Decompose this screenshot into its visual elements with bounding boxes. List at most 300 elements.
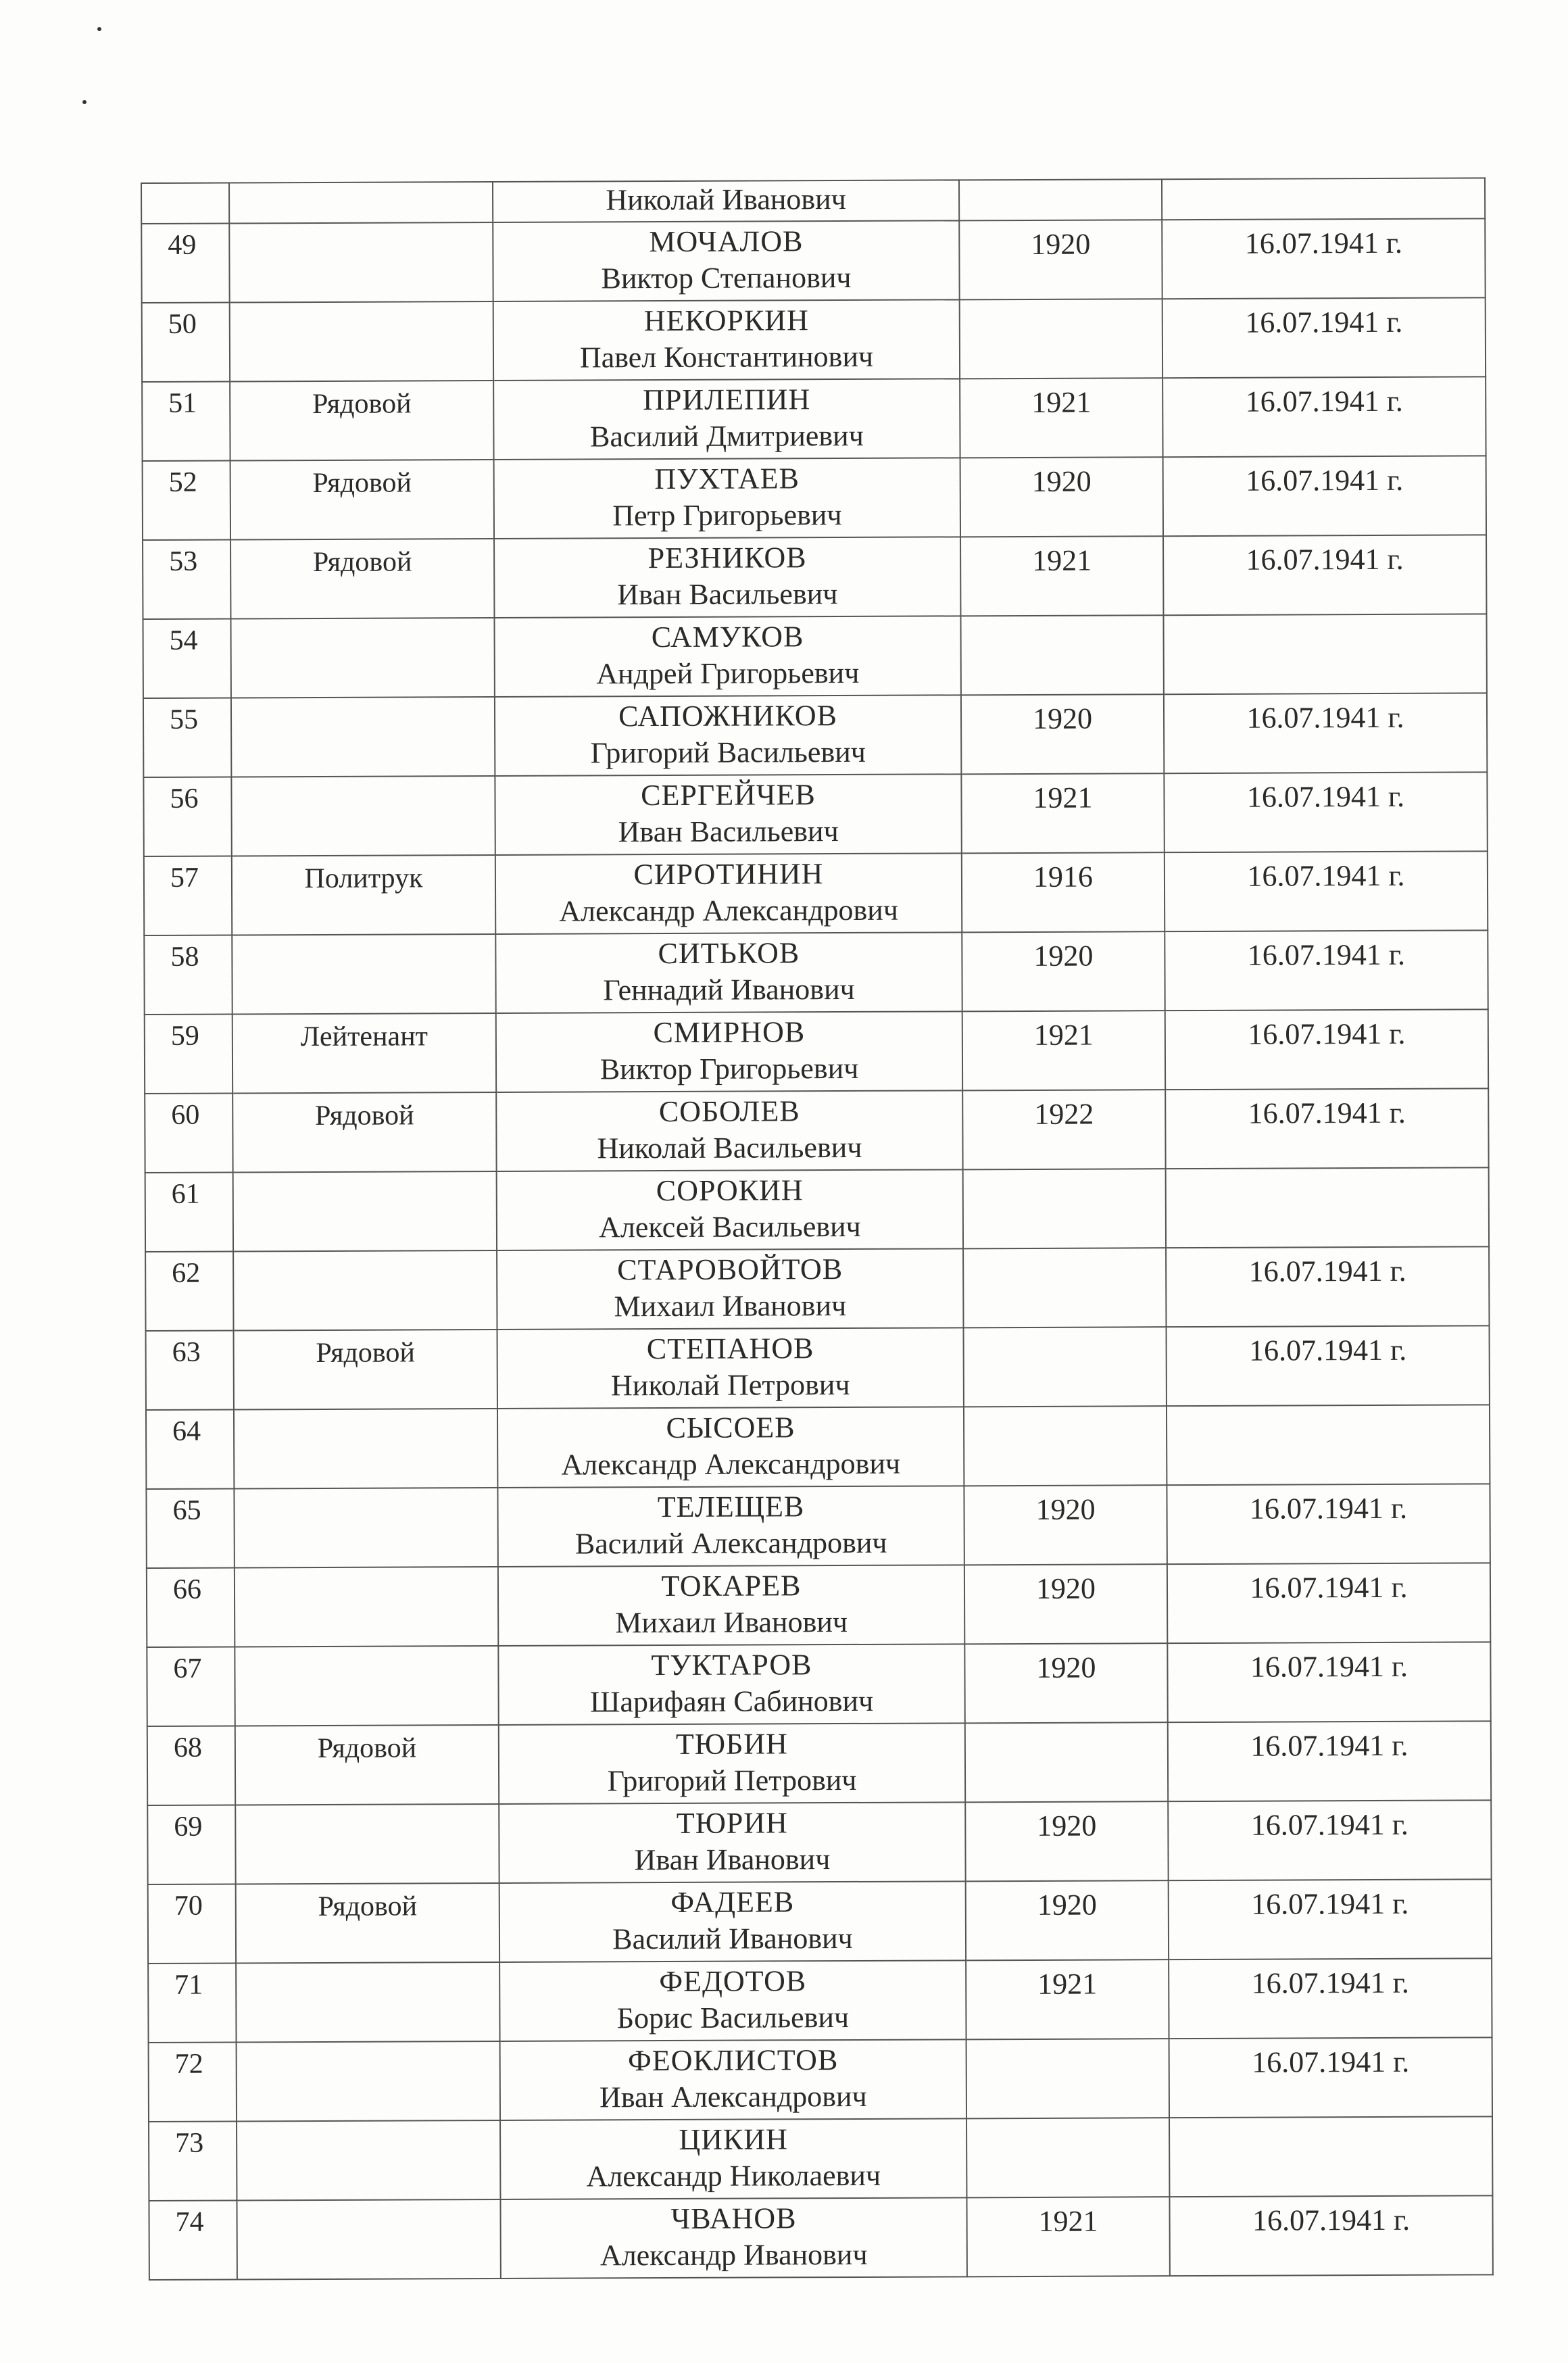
number-cell	[145, 1251, 233, 1330]
given-name: Виктор Григорьевич	[599, 1051, 859, 1086]
rank: Рядовой	[312, 388, 412, 420]
rank-cell	[235, 1725, 499, 1805]
surname: СТАРОВОЙТОВ	[617, 1252, 843, 1287]
given-name: Павел Константинович	[579, 339, 874, 374]
surname: ФЕДОТОВ	[659, 1964, 807, 1999]
date-cell	[1167, 1563, 1490, 1643]
birth-year	[966, 1723, 1167, 1729]
rank	[237, 1963, 499, 1968]
number-cell	[147, 1726, 235, 1805]
rank	[235, 1647, 497, 1651]
surname: МОЧАЛОВ	[649, 224, 804, 259]
row-number: 58	[170, 941, 199, 973]
date: 16.07.1941 г.	[1245, 384, 1403, 418]
rank: Рядовой	[312, 546, 412, 579]
birth-year	[964, 1407, 1166, 1413]
row-number: 68	[173, 1732, 202, 1763]
table-row	[142, 297, 1486, 382]
surname: СЫСОЕВ	[666, 1411, 795, 1445]
rank-cell	[234, 1488, 497, 1567]
name-cell	[494, 537, 960, 618]
rank-cell	[230, 381, 493, 460]
rank	[230, 302, 493, 307]
given-name: Григорий Васильевич	[590, 735, 866, 770]
rank	[234, 1251, 496, 1256]
surname: СОБОЛЕВ	[658, 1094, 800, 1129]
rank	[236, 1805, 498, 1809]
number-cell	[141, 182, 229, 223]
given-name: Петр Григорьевич	[612, 498, 842, 533]
date: 16.07.1941 г.	[1251, 1966, 1409, 2000]
number-cell	[142, 302, 230, 381]
date: 16.07.1941 г.	[1248, 1254, 1406, 1288]
given-name: Иван Васильевич	[618, 814, 839, 849]
birth-year-cell	[960, 615, 1163, 695]
date-cell	[1169, 1879, 1492, 1959]
number-cell	[145, 1014, 232, 1093]
rank-cell	[232, 855, 495, 935]
table-row	[145, 1009, 1488, 1094]
rank: Рядовой	[314, 1100, 414, 1132]
rank-cell	[235, 1567, 498, 1647]
number-cell	[147, 1647, 235, 1726]
date-cell	[1165, 930, 1488, 1010]
rank	[237, 2121, 499, 2126]
birth-year	[964, 1169, 1165, 1175]
table-row	[144, 930, 1488, 1015]
given-name: Николай Васильевич	[597, 1130, 862, 1165]
date: 16.07.1941 г.	[1245, 305, 1403, 339]
date-cell	[1169, 1958, 1492, 2039]
table-row	[144, 851, 1488, 935]
date: 16.07.1941 г.	[1246, 779, 1405, 814]
row-number: 61	[171, 1178, 200, 1210]
row-number: 62	[172, 1257, 201, 1289]
given-name: Григорий Петрович	[607, 1763, 857, 1798]
rank-cell	[237, 2199, 500, 2279]
rank-cell	[236, 1883, 499, 1963]
given-name: Михаил Иванович	[615, 1605, 848, 1640]
date-cell	[1169, 2116, 1492, 2197]
birth-year	[967, 2039, 1169, 2045]
table-row	[145, 1088, 1488, 1173]
date	[1167, 1168, 1488, 1175]
birth-year-cell	[960, 457, 1163, 537]
number-cell	[148, 1963, 236, 2042]
date-cell	[1167, 1325, 1490, 1406]
row-number: 59	[170, 1020, 199, 1052]
table-row	[145, 1246, 1489, 1331]
birth-year: 1920	[1032, 702, 1093, 735]
rank-cell	[232, 1013, 496, 1093]
table-row	[149, 2116, 1492, 2201]
row-number: 69	[174, 1811, 203, 1843]
birth-year-cell	[962, 931, 1165, 1011]
date-cell	[1167, 1405, 1490, 1485]
birth-year-cell	[962, 1090, 1165, 1169]
given-name: Николай Иванович	[606, 182, 846, 217]
table-row	[143, 772, 1487, 856]
rank	[234, 1172, 496, 1177]
table-row	[149, 2195, 1492, 2280]
table-row	[147, 1642, 1490, 1726]
table-row	[143, 456, 1486, 540]
name-cell	[495, 774, 961, 855]
date: 16.07.1941 г.	[1248, 1096, 1406, 1130]
date: 16.07.1941 г.	[1252, 2203, 1411, 2237]
number-cell	[146, 1488, 234, 1567]
given-name: Геннадий Иванович	[603, 972, 855, 1007]
number-cell	[145, 1093, 232, 1172]
row-number: 53	[169, 545, 198, 577]
rank-cell	[233, 1250, 497, 1330]
given-name: Шарифаян Сабинович	[589, 1684, 874, 1719]
birth-year: 1916	[1033, 860, 1094, 894]
birth-year-cell	[964, 1643, 1167, 1723]
birth-year-cell	[965, 1801, 1168, 1881]
name-cell	[494, 616, 960, 697]
date: 16.07.1941 г.	[1246, 700, 1404, 735]
table-row	[145, 1167, 1489, 1252]
number-cell	[143, 618, 230, 698]
birth-year-cell	[961, 694, 1164, 774]
scan-speck	[82, 100, 87, 104]
table-row	[147, 1800, 1491, 1884]
birth-year: 1920	[1033, 939, 1094, 973]
rank	[237, 2042, 499, 2047]
date: 16.07.1941 г.	[1246, 542, 1404, 577]
row-number: 72	[174, 2048, 203, 2080]
date: 16.07.1941 г.	[1250, 1649, 1408, 1684]
surname: ТЕЛЕЩЕВ	[657, 1490, 805, 1524]
given-name: Иван Александрович	[599, 2079, 867, 2114]
rank: Рядовой	[318, 1891, 418, 1923]
given-name: Василий Александрович	[574, 1526, 887, 1561]
surname: ФЕОКЛИСТОВ	[628, 2043, 839, 2078]
row-number: 66	[172, 1574, 202, 1605]
rank-cell	[231, 697, 495, 777]
row-number: 63	[172, 1336, 201, 1368]
given-name: Иван Иванович	[634, 1843, 831, 1877]
row-number: 73	[175, 2127, 204, 2159]
birth-year-cell	[964, 1327, 1167, 1407]
date-cell	[1165, 1088, 1488, 1169]
rank	[235, 1488, 497, 1493]
surname: СИТЬКОВ	[658, 936, 800, 971]
birth-year-cell	[962, 1010, 1165, 1090]
name-cell	[497, 1486, 964, 1567]
rank-cell	[234, 1330, 497, 1409]
surname: СМИРНОВ	[653, 1015, 806, 1050]
date: 16.07.1941 г.	[1249, 1491, 1408, 1526]
name-cell	[497, 1248, 963, 1330]
birth-year	[961, 616, 1162, 622]
date	[1170, 2117, 1492, 2124]
number-cell	[143, 698, 231, 777]
birth-year-cell	[966, 1880, 1169, 1960]
given-name: Василий Дмитриевич	[589, 418, 864, 454]
date: 16.07.1941 г.	[1248, 1017, 1406, 1051]
given-name: Борис Васильевич	[616, 2000, 850, 2035]
given-name: Иван Васильевич	[617, 577, 838, 612]
number-cell	[148, 1884, 236, 1963]
row-number: 52	[168, 466, 197, 498]
number-cell	[146, 1409, 234, 1488]
rank	[237, 2200, 499, 2205]
date-cell	[1162, 297, 1486, 378]
date-cell	[1166, 1246, 1489, 1327]
row-number: 67	[173, 1653, 202, 1684]
date: 16.07.1941 г.	[1250, 1570, 1408, 1605]
date: 16.07.1941 г.	[1247, 937, 1406, 972]
given-name: Александр Иванович	[599, 2237, 868, 2272]
surname: ФАДЕЕВ	[670, 1885, 795, 1920]
given-name: Александр Александрович	[561, 1446, 901, 1482]
date	[1164, 614, 1486, 621]
birth-year-cell	[966, 2197, 1169, 2276]
number-cell	[149, 2042, 237, 2121]
surname: ТУКТАРОВ	[651, 1648, 812, 1682]
number-cell	[144, 856, 232, 935]
given-name: Андрей Григорьевич	[596, 656, 860, 691]
date: 16.07.1941 г.	[1246, 463, 1404, 497]
rank-cell	[234, 1409, 497, 1488]
date-cell	[1162, 218, 1485, 299]
birth-year: 1920	[1035, 1492, 1096, 1526]
rank	[235, 1409, 497, 1414]
rank: Рядовой	[312, 467, 412, 500]
name-cell	[499, 1960, 966, 2041]
date	[1167, 1405, 1489, 1412]
surname: СЕРГЕЙЧЕВ	[641, 778, 816, 812]
date-cell	[1163, 614, 1486, 694]
birth-year: 1921	[1031, 385, 1092, 419]
rank	[232, 935, 495, 940]
birth-year-cell	[964, 1406, 1167, 1486]
rank-cell	[230, 539, 494, 618]
table-row	[143, 614, 1486, 698]
birth-year: 1920	[1031, 464, 1092, 498]
surname: СОРОКИН	[656, 1173, 804, 1208]
date-cell	[1162, 376, 1486, 457]
date: 16.07.1941 г.	[1244, 226, 1402, 260]
table-row	[143, 693, 1487, 777]
date: 16.07.1941 г.	[1250, 1728, 1408, 1763]
date: 16.07.1941 г.	[1251, 1886, 1409, 1921]
name-cell	[497, 1169, 963, 1250]
number-cell	[144, 935, 232, 1014]
date: 16.07.1941 г.	[1252, 2045, 1410, 2079]
rank-cell	[231, 776, 495, 856]
table-row	[141, 178, 1485, 224]
surname: НЕКОРКИН	[643, 303, 809, 338]
name-cell	[495, 695, 961, 776]
table-row	[143, 535, 1486, 619]
date-cell	[1165, 851, 1488, 931]
rank-cell	[230, 618, 494, 698]
birth-year: 1920	[1037, 1809, 1097, 1843]
date: 16.07.1941 г.	[1249, 1333, 1407, 1367]
birth-year	[964, 1327, 1166, 1334]
surname: ТЮБИН	[675, 1727, 788, 1761]
birth-year-cell	[959, 179, 1162, 220]
rank: Лейтенант	[300, 1021, 428, 1053]
row-number: 49	[168, 229, 197, 261]
given-name: Алексей Васильевич	[599, 1209, 861, 1244]
table-row	[146, 1484, 1490, 1568]
number-cell	[142, 381, 230, 460]
table-row	[142, 376, 1486, 461]
birth-year-cell	[962, 852, 1165, 932]
date-cell	[1164, 772, 1487, 852]
row-number: 56	[170, 783, 199, 814]
name-cell	[496, 1011, 962, 1092]
birth-year: 1921	[1037, 1967, 1098, 2001]
name-cell	[497, 1407, 964, 1488]
given-name: Василий Иванович	[612, 1921, 853, 1956]
row-number: 55	[169, 704, 199, 735]
given-name: Николай Петрович	[611, 1367, 850, 1403]
birth-year: 1922	[1034, 1097, 1094, 1131]
birth-year-cell	[963, 1248, 1166, 1327]
roster-table	[141, 177, 1494, 2281]
birth-year	[964, 1248, 1165, 1254]
name-cell	[495, 853, 962, 934]
birth-year-cell	[961, 773, 1164, 853]
name-cell	[494, 458, 960, 539]
number-cell	[146, 1330, 234, 1409]
row-number: 74	[175, 2206, 204, 2238]
name-cell	[493, 299, 960, 381]
date-cell	[1164, 693, 1487, 773]
birth-year-cell	[963, 1169, 1166, 1248]
name-cell	[497, 1327, 964, 1409]
date: 16.07.1941 г.	[1250, 1807, 1408, 1842]
name-cell	[493, 180, 959, 222]
number-cell	[143, 777, 231, 856]
birth-year-cell	[964, 1485, 1167, 1565]
roster-body	[141, 178, 1493, 2280]
birth-year	[960, 299, 1162, 306]
scan-speck	[97, 27, 101, 31]
name-cell	[500, 2197, 966, 2279]
birth-year-cell	[965, 1722, 1168, 1802]
number-cell	[149, 2121, 237, 2200]
birth-year-cell	[964, 1564, 1167, 1644]
birth-year-cell	[960, 536, 1163, 616]
table-row	[147, 1563, 1490, 1647]
rank-cell	[233, 1171, 497, 1251]
name-cell	[496, 1090, 962, 1171]
date-cell	[1165, 1009, 1488, 1090]
date-cell	[1168, 1800, 1491, 1880]
number-cell	[149, 2200, 237, 2279]
table-row	[147, 1721, 1491, 1805]
row-number: 54	[169, 625, 198, 656]
rank-cell	[229, 222, 493, 302]
rank: Рядовой	[317, 1732, 417, 1765]
rank-cell	[229, 182, 493, 223]
table-row	[146, 1405, 1490, 1489]
row-number: 60	[171, 1099, 200, 1131]
name-cell	[495, 932, 962, 1013]
given-name: Александр Николаевич	[586, 2158, 881, 2193]
birth-year	[967, 2118, 1169, 2124]
name-cell	[499, 1723, 965, 1804]
date-cell	[1169, 2037, 1492, 2118]
table-row	[146, 1325, 1490, 1410]
surname: ПУХТАЕВ	[654, 462, 800, 496]
row-number: 65	[172, 1494, 201, 1526]
row-number: 51	[168, 387, 197, 419]
number-cell	[145, 1172, 233, 1251]
surname: СТЕПАНОВ	[646, 1332, 814, 1366]
number-cell	[147, 1805, 235, 1884]
birth-year-cell	[966, 1959, 1169, 2039]
name-cell	[498, 1644, 964, 1725]
given-name: Виктор Степанович	[601, 260, 852, 295]
name-cell	[498, 1565, 964, 1646]
birth-year: 1921	[1032, 543, 1092, 577]
rank	[230, 223, 492, 228]
rank: Политрук	[304, 862, 423, 895]
rank-cell	[237, 2120, 500, 2200]
birth-year-cell	[960, 378, 1162, 458]
name-cell	[500, 2118, 966, 2199]
rank-cell	[232, 934, 495, 1014]
rank-cell	[235, 1646, 498, 1726]
date: 16.07.1941 г.	[1247, 858, 1405, 893]
given-name: Михаил Иванович	[614, 1289, 847, 1323]
rank	[235, 1567, 497, 1572]
surname: ТОКАРЕВ	[661, 1569, 802, 1603]
rank-cell	[230, 460, 494, 539]
birth-year-cell	[960, 299, 1162, 379]
date-cell	[1167, 1484, 1490, 1564]
number-cell	[143, 539, 230, 618]
name-cell	[499, 1881, 966, 1962]
name-cell	[493, 379, 960, 460]
rank	[231, 618, 493, 623]
rank	[232, 777, 494, 781]
date-cell	[1163, 535, 1486, 615]
rank-cell	[235, 1804, 499, 1884]
birth-year: 1920	[1037, 1888, 1097, 1922]
birth-year-cell	[959, 220, 1162, 299]
rank-cell	[236, 1962, 499, 2042]
number-cell	[143, 460, 230, 539]
birth-year: 1920	[1036, 1651, 1096, 1684]
surname: ПРИЛЕПИН	[643, 383, 811, 417]
birth-year-cell	[966, 2118, 1169, 2197]
date-cell	[1163, 456, 1486, 536]
name-cell	[500, 2039, 966, 2120]
table-row	[148, 1879, 1492, 1964]
surname: ЧВАНОВ	[670, 2201, 797, 2236]
date-cell	[1167, 1642, 1490, 1722]
surname: ЦИКИН	[679, 2122, 788, 2156]
surname: РЕЗНИКОВ	[647, 541, 807, 575]
row-number: 57	[170, 862, 199, 894]
birth-year: 1921	[1033, 781, 1093, 814]
number-cell	[141, 223, 229, 302]
date-cell	[1162, 178, 1485, 220]
number-cell	[147, 1567, 235, 1647]
birth-year: 1920	[1035, 1572, 1096, 1605]
surname: СИРОТИНИН	[633, 857, 824, 892]
date-cell	[1168, 1721, 1491, 1801]
given-name: Александр Александрович	[559, 893, 899, 928]
